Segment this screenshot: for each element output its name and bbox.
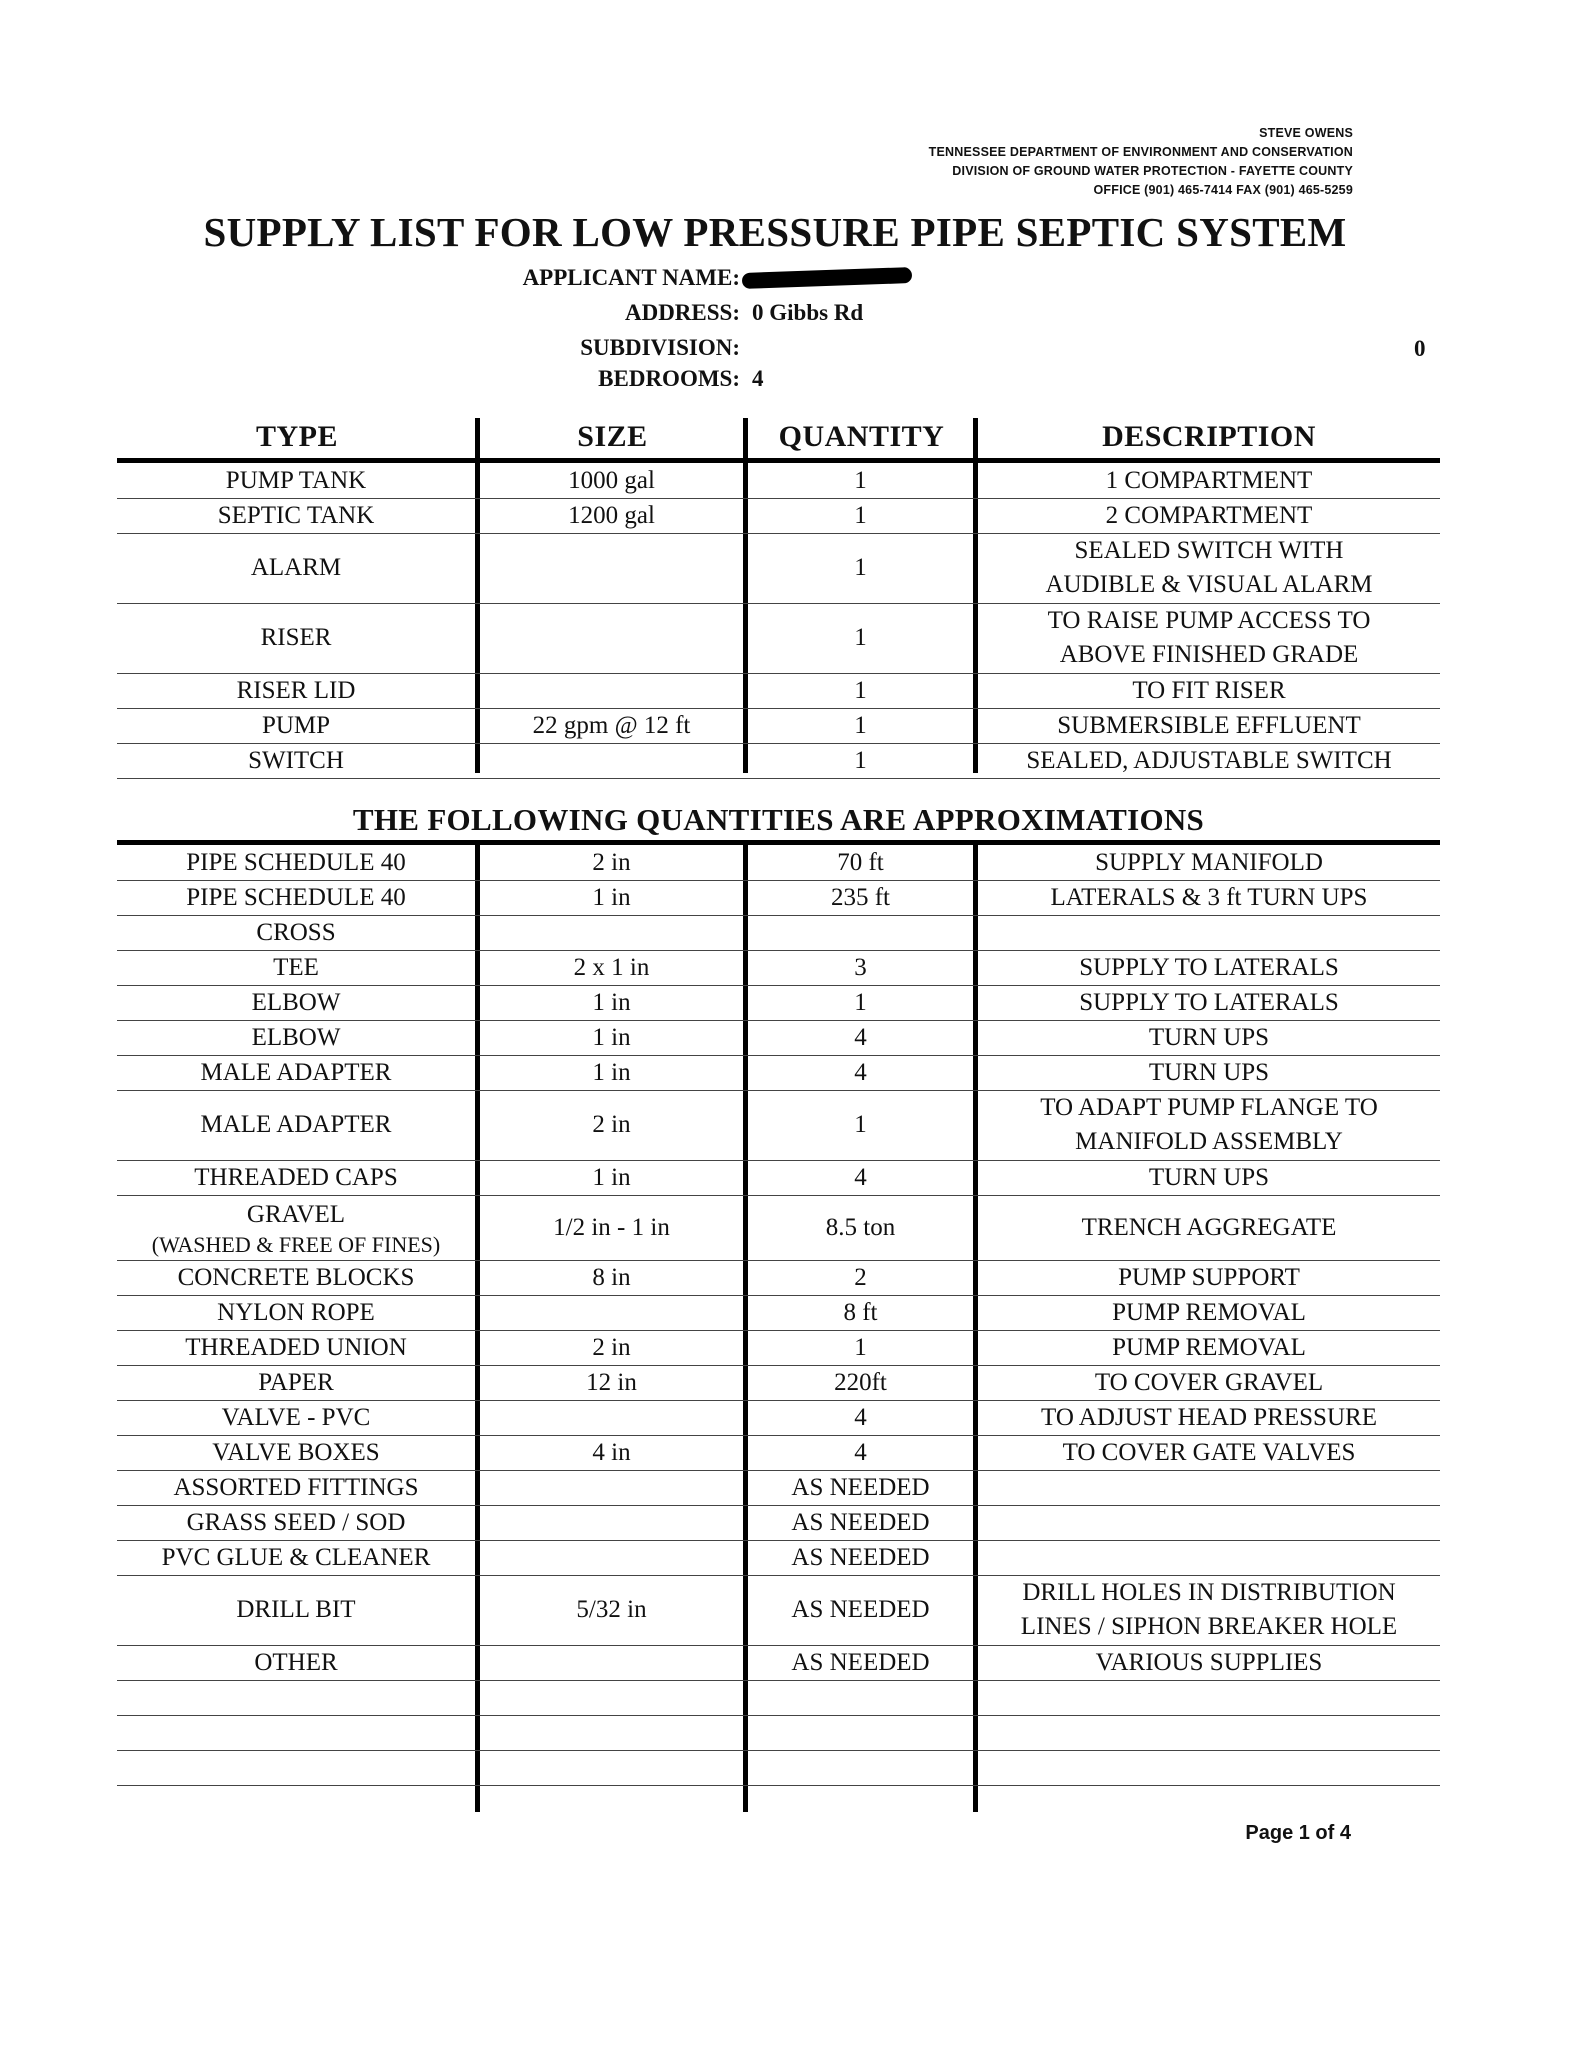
cell-type xyxy=(117,1750,475,1785)
cell-size xyxy=(480,673,743,708)
cell-description xyxy=(978,1295,1440,1330)
row-rule xyxy=(117,778,1440,779)
cell-size xyxy=(480,1575,743,1645)
cell-text: 1 COMPARTMENT xyxy=(1105,466,1313,494)
cell-size xyxy=(480,463,743,498)
cell-text: 3 xyxy=(854,953,867,981)
cell-text: TRENCH AGGREGATE xyxy=(1081,1213,1337,1241)
cell-quantity xyxy=(748,743,973,778)
cell-text: TO RAISE PUMP ACCESS TO xyxy=(1047,607,1371,634)
cell-text: 235 ft xyxy=(830,883,891,911)
cell-quantity xyxy=(748,1090,973,1160)
cell-text: 4 xyxy=(854,1403,867,1431)
cell-quantity xyxy=(748,1470,973,1505)
cell-text: RISER xyxy=(260,624,332,651)
cell-quantity xyxy=(748,1195,973,1260)
cell-description xyxy=(978,1505,1440,1540)
cell-text: 1 xyxy=(854,746,867,774)
cell-description xyxy=(978,880,1440,915)
cell-text: AUDIBLE & VISUAL ALARM xyxy=(1045,571,1373,598)
cell-text: AS NEEDED xyxy=(791,1473,930,1501)
cell-text: 22 gpm @ 12 ft xyxy=(532,711,691,739)
cell-type xyxy=(117,1575,475,1645)
cell-quantity xyxy=(748,708,973,743)
address-value: 0 Gibbs Rd xyxy=(752,300,864,325)
cell-description xyxy=(978,1400,1440,1435)
cell-description xyxy=(978,1260,1440,1295)
cell-type xyxy=(117,1295,475,1330)
cell-description xyxy=(978,1540,1440,1575)
cell-size xyxy=(480,1750,743,1785)
cell-text: TO ADAPT PUMP FLANGE TO xyxy=(1040,1094,1378,1121)
cell-text: PUMP REMOVAL xyxy=(1112,1333,1306,1361)
column-header-type: TYPE xyxy=(255,420,338,453)
cell-size xyxy=(480,880,743,915)
cell-text: AS NEEDED xyxy=(791,1596,930,1623)
cell-text: 1 xyxy=(854,676,867,704)
cell-type xyxy=(117,950,475,985)
cell-quantity xyxy=(748,1715,973,1750)
cell-text: DRILL HOLES IN DISTRIBUTION xyxy=(1022,1579,1396,1606)
cell-text: 1 xyxy=(854,624,867,651)
cell-quantity xyxy=(748,533,973,603)
cell-text: 1 xyxy=(854,1111,867,1138)
cell-type xyxy=(117,1365,475,1400)
cell-type xyxy=(117,1470,475,1505)
cell-text: DRILL BIT xyxy=(236,1596,356,1623)
cell-quantity xyxy=(748,1540,973,1575)
cell-size xyxy=(480,708,743,743)
cell-description xyxy=(978,1715,1440,1750)
applicant-name-label: APPLICANT NAME: xyxy=(522,265,740,290)
cell-text: TO ADJUST HEAD PRESSURE xyxy=(1041,1403,1377,1431)
section-title: THE FOLLOWING QUANTITIES ARE APPROXIMATIONS xyxy=(352,802,1205,837)
cell-text: 1200 gal xyxy=(568,501,655,529)
redaction-mark xyxy=(742,267,912,289)
cell-text: AS NEEDED xyxy=(791,1508,930,1536)
cell-quantity xyxy=(748,915,973,950)
cell-quantity xyxy=(748,673,973,708)
cell-text: ELBOW xyxy=(251,1023,341,1051)
cell-type xyxy=(117,1505,475,1540)
cell-text: TO COVER GATE VALVES xyxy=(1062,1438,1356,1466)
agency-line: OFFICE (901) 465-7414 FAX (901) 465-5259 xyxy=(1093,183,1353,197)
cell-text: VALVE - PVC xyxy=(221,1403,371,1431)
cell-quantity xyxy=(748,1365,973,1400)
cell-text: 1 in xyxy=(592,988,631,1016)
cell-type xyxy=(117,880,475,915)
cell-type xyxy=(117,1195,475,1260)
cell-quantity xyxy=(748,950,973,985)
cell-description xyxy=(978,533,1440,603)
cell-text: 1 xyxy=(854,711,867,739)
cell-type xyxy=(117,1020,475,1055)
cell-quantity xyxy=(748,498,973,533)
cell-size xyxy=(480,1680,743,1715)
cell-text: TURN UPS xyxy=(1148,1163,1270,1191)
column-header-description: DESCRIPTION xyxy=(1102,420,1316,453)
cell-size xyxy=(480,1470,743,1505)
cell-text: 4 in xyxy=(592,1438,631,1466)
cell-text: 4 xyxy=(854,1058,867,1086)
cell-text: SEALED, ADJUSTABLE SWITCH xyxy=(1026,746,1392,774)
cell-type xyxy=(117,1645,475,1680)
cell-type xyxy=(117,1400,475,1435)
cell-description xyxy=(978,743,1440,778)
cell-text: 1 in xyxy=(592,1023,631,1051)
cell-quantity xyxy=(748,1400,973,1435)
cell-description xyxy=(978,1645,1440,1680)
cell-text: CROSS xyxy=(256,918,336,946)
cell-type xyxy=(117,1160,475,1195)
cell-description xyxy=(978,1365,1440,1400)
cell-text: 4 xyxy=(854,1163,867,1191)
cell-description xyxy=(978,463,1440,498)
cell-text: ABOVE FINISHED GRADE xyxy=(1059,641,1359,668)
cell-quantity xyxy=(748,880,973,915)
cell-description xyxy=(978,950,1440,985)
cell-text: 1 xyxy=(854,554,867,581)
cell-text: 1/2 in - 1 in xyxy=(553,1213,670,1241)
cell-text: PUMP TANK xyxy=(225,466,367,494)
cell-size xyxy=(480,950,743,985)
cell-size xyxy=(480,1330,743,1365)
cell-text: MALE ADAPTER xyxy=(200,1058,392,1086)
cell-size xyxy=(480,1540,743,1575)
cell-size xyxy=(480,603,743,673)
cell-quantity xyxy=(748,1435,973,1470)
cell-size xyxy=(480,743,743,778)
cell-type xyxy=(117,915,475,950)
cell-size xyxy=(480,1020,743,1055)
cell-text: 2 in xyxy=(592,1333,631,1361)
cell-text: OTHER xyxy=(254,1648,338,1676)
cell-size xyxy=(480,1260,743,1295)
cell-size xyxy=(480,533,743,603)
column-header-size: SIZE xyxy=(577,420,648,453)
cell-description xyxy=(978,1680,1440,1715)
cell-description xyxy=(978,1020,1440,1055)
cell-text: 70 ft xyxy=(837,848,884,876)
cell-type xyxy=(117,498,475,533)
cell-description xyxy=(978,673,1440,708)
cell-description xyxy=(978,1330,1440,1365)
cell-description xyxy=(978,915,1440,950)
cell-text: 12 in xyxy=(586,1368,637,1396)
cell-text: 1 xyxy=(854,501,867,529)
cell-quantity xyxy=(748,1020,973,1055)
cell-quantity xyxy=(748,1260,973,1295)
cell-type xyxy=(117,1680,475,1715)
cell-text: SUPPLY TO LATERALS xyxy=(1079,953,1339,981)
cell-text: 1 in xyxy=(592,1058,631,1086)
cell-text: ASSORTED FITTINGS xyxy=(173,1473,419,1501)
cell-size xyxy=(480,845,743,880)
cell-text: TURN UPS xyxy=(1148,1058,1270,1086)
cell-type xyxy=(117,673,475,708)
page-number: Page 1 of 4 xyxy=(1245,1822,1351,1844)
cell-text: MANIFOLD ASSEMBLY xyxy=(1075,1128,1343,1155)
cell-text: RISER LID xyxy=(236,676,356,704)
cell-text: 4 xyxy=(854,1438,867,1466)
cell-quantity xyxy=(748,1295,973,1330)
cell-text: 8.5 ton xyxy=(825,1213,896,1241)
cell-description xyxy=(978,1575,1440,1645)
cell-size xyxy=(480,498,743,533)
cell-description xyxy=(978,603,1440,673)
cell-quantity xyxy=(748,1750,973,1785)
cell-description xyxy=(978,1090,1440,1160)
cell-description xyxy=(978,1750,1440,1785)
subdivision-label: SUBDIVISION: xyxy=(580,335,740,360)
cell-size xyxy=(480,1505,743,1540)
cell-type xyxy=(117,533,475,603)
bedrooms-value: 4 xyxy=(752,366,764,391)
cell-text: SEALED SWITCH WITH xyxy=(1074,537,1344,564)
cell-size xyxy=(480,1295,743,1330)
cell-quantity xyxy=(748,985,973,1020)
cell-quantity xyxy=(748,1505,973,1540)
cell-text: AS NEEDED xyxy=(791,1648,930,1676)
address-label: ADDRESS: xyxy=(624,300,740,325)
cell-text: 1 in xyxy=(592,883,631,911)
cell-type xyxy=(117,1715,475,1750)
cell-text: SEPTIC TANK xyxy=(217,501,375,529)
cell-size xyxy=(480,1715,743,1750)
cell-text: VALVE BOXES xyxy=(212,1438,380,1466)
bedrooms-label: BEDROOMS: xyxy=(598,366,740,391)
cell-type xyxy=(117,1055,475,1090)
cell-description xyxy=(978,1435,1440,1470)
cell-text: 2 x 1 in xyxy=(573,953,650,981)
cell-text: PVC GLUE & CLEANER xyxy=(161,1543,431,1571)
cell-text: 220ft xyxy=(834,1368,887,1396)
cell-text: 1 in xyxy=(592,1163,631,1191)
cell-text: 2 COMPARTMENT xyxy=(1105,501,1313,529)
cell-text: TEE xyxy=(273,953,319,981)
cell-text: VARIOUS SUPPLIES xyxy=(1095,1648,1323,1676)
cell-text: 5/32 in xyxy=(576,1596,647,1623)
cell-size xyxy=(480,1645,743,1680)
cell-text: MALE ADAPTER xyxy=(200,1111,392,1138)
cell-type xyxy=(117,845,475,880)
cell-text: 4 xyxy=(854,1023,867,1051)
cell-quantity xyxy=(748,1680,973,1715)
cell-text: 1 xyxy=(854,1333,867,1361)
cell-text: 1 xyxy=(854,466,867,494)
agency-block xyxy=(929,124,1353,200)
cell-quantity xyxy=(748,1055,973,1090)
cell-description xyxy=(978,1160,1440,1195)
cell-size xyxy=(480,1400,743,1435)
cell-text: SUPPLY MANIFOLD xyxy=(1095,848,1323,876)
cell-size xyxy=(480,1090,743,1160)
cell-description xyxy=(978,498,1440,533)
cell-quantity xyxy=(748,463,973,498)
subdivision-extra: 0 xyxy=(1414,336,1426,361)
cell-text: PAPER xyxy=(258,1368,334,1396)
cell-quantity xyxy=(748,1330,973,1365)
cell-text: PUMP REMOVAL xyxy=(1112,1298,1306,1326)
cell-text: 1000 gal xyxy=(568,466,655,494)
cell-text: PUMP xyxy=(261,711,331,739)
cell-size xyxy=(480,1435,743,1470)
cell-type xyxy=(117,708,475,743)
cell-description xyxy=(978,845,1440,880)
cell-text: PIPE SCHEDULE 40 xyxy=(186,848,406,876)
cell-text: 1 xyxy=(854,988,867,1016)
cell-text: GRASS SEED / SOD xyxy=(186,1508,406,1536)
cell-type xyxy=(117,463,475,498)
cell-description xyxy=(978,1055,1440,1090)
cell-description xyxy=(978,708,1440,743)
cell-text: SWITCH xyxy=(248,746,344,774)
cell-text: 2 in xyxy=(592,848,631,876)
cell-quantity xyxy=(748,1645,973,1680)
cell-type xyxy=(117,1540,475,1575)
cell-size xyxy=(480,1195,743,1260)
document-title: SUPPLY LIST FOR LOW PRESSURE PIPE SEPTIC SYSTEM xyxy=(203,209,1347,255)
cell-text: GRAVEL xyxy=(246,1200,346,1228)
agency-line: TENNESSEE DEPARTMENT OF ENVIRONMENT AND CONSERVATION xyxy=(928,145,1353,159)
cell-text: PIPE SCHEDULE 40 xyxy=(186,883,406,911)
cell-text: TURN UPS xyxy=(1148,1023,1270,1051)
cell-type xyxy=(117,1435,475,1470)
cell-description xyxy=(978,1470,1440,1505)
cell-text: (WASHED & FREE OF FINES) xyxy=(151,1231,441,1257)
cell-quantity xyxy=(748,603,973,673)
cell-text: LINES / SIPHON BREAKER HOLE xyxy=(1020,1613,1398,1640)
cell-type xyxy=(117,1260,475,1295)
cell-text: 8 in xyxy=(592,1263,631,1291)
cell-text: 8 ft xyxy=(843,1298,878,1326)
cell-type xyxy=(117,603,475,673)
cell-size xyxy=(480,1365,743,1400)
cell-size xyxy=(480,1160,743,1195)
agency-line: DIVISION OF GROUND WATER PROTECTION - FAYETTE COUNTY xyxy=(952,164,1353,178)
cell-text: THREADED CAPS xyxy=(194,1163,398,1191)
row-rule xyxy=(117,1785,1440,1786)
cell-text: TO FIT RISER xyxy=(1132,676,1286,704)
cell-description xyxy=(978,1195,1440,1260)
agency-line: STEVE OWENS xyxy=(1259,126,1353,140)
cell-text: SUBMERSIBLE EFFLUENT xyxy=(1057,711,1361,739)
cell-type xyxy=(117,1090,475,1160)
cell-description xyxy=(978,985,1440,1020)
cell-text: 2 xyxy=(854,1263,867,1291)
cell-type xyxy=(117,1330,475,1365)
column-header-quantity: QUANTITY xyxy=(778,420,945,453)
cell-text: CONCRETE BLOCKS xyxy=(177,1263,415,1291)
cell-size xyxy=(480,915,743,950)
cell-text: ALARM xyxy=(250,554,342,581)
cell-text: AS NEEDED xyxy=(791,1543,930,1571)
cell-quantity xyxy=(748,1160,973,1195)
cell-type xyxy=(117,985,475,1020)
cell-text: PUMP SUPPORT xyxy=(1118,1263,1300,1291)
cell-text: SUPPLY TO LATERALS xyxy=(1079,988,1339,1016)
cell-text: 2 in xyxy=(592,1111,631,1138)
cell-text: TO COVER GRAVEL xyxy=(1094,1368,1324,1396)
cell-text: LATERALS & 3 ft TURN UPS xyxy=(1050,883,1368,911)
cell-text: ELBOW xyxy=(251,988,341,1016)
cell-text: NYLON ROPE xyxy=(217,1298,375,1326)
cell-size xyxy=(480,1055,743,1090)
cell-size xyxy=(480,985,743,1020)
cell-quantity xyxy=(748,1575,973,1645)
cell-quantity xyxy=(748,845,973,880)
cell-type xyxy=(117,743,475,778)
cell-text: THREADED UNION xyxy=(185,1333,407,1361)
